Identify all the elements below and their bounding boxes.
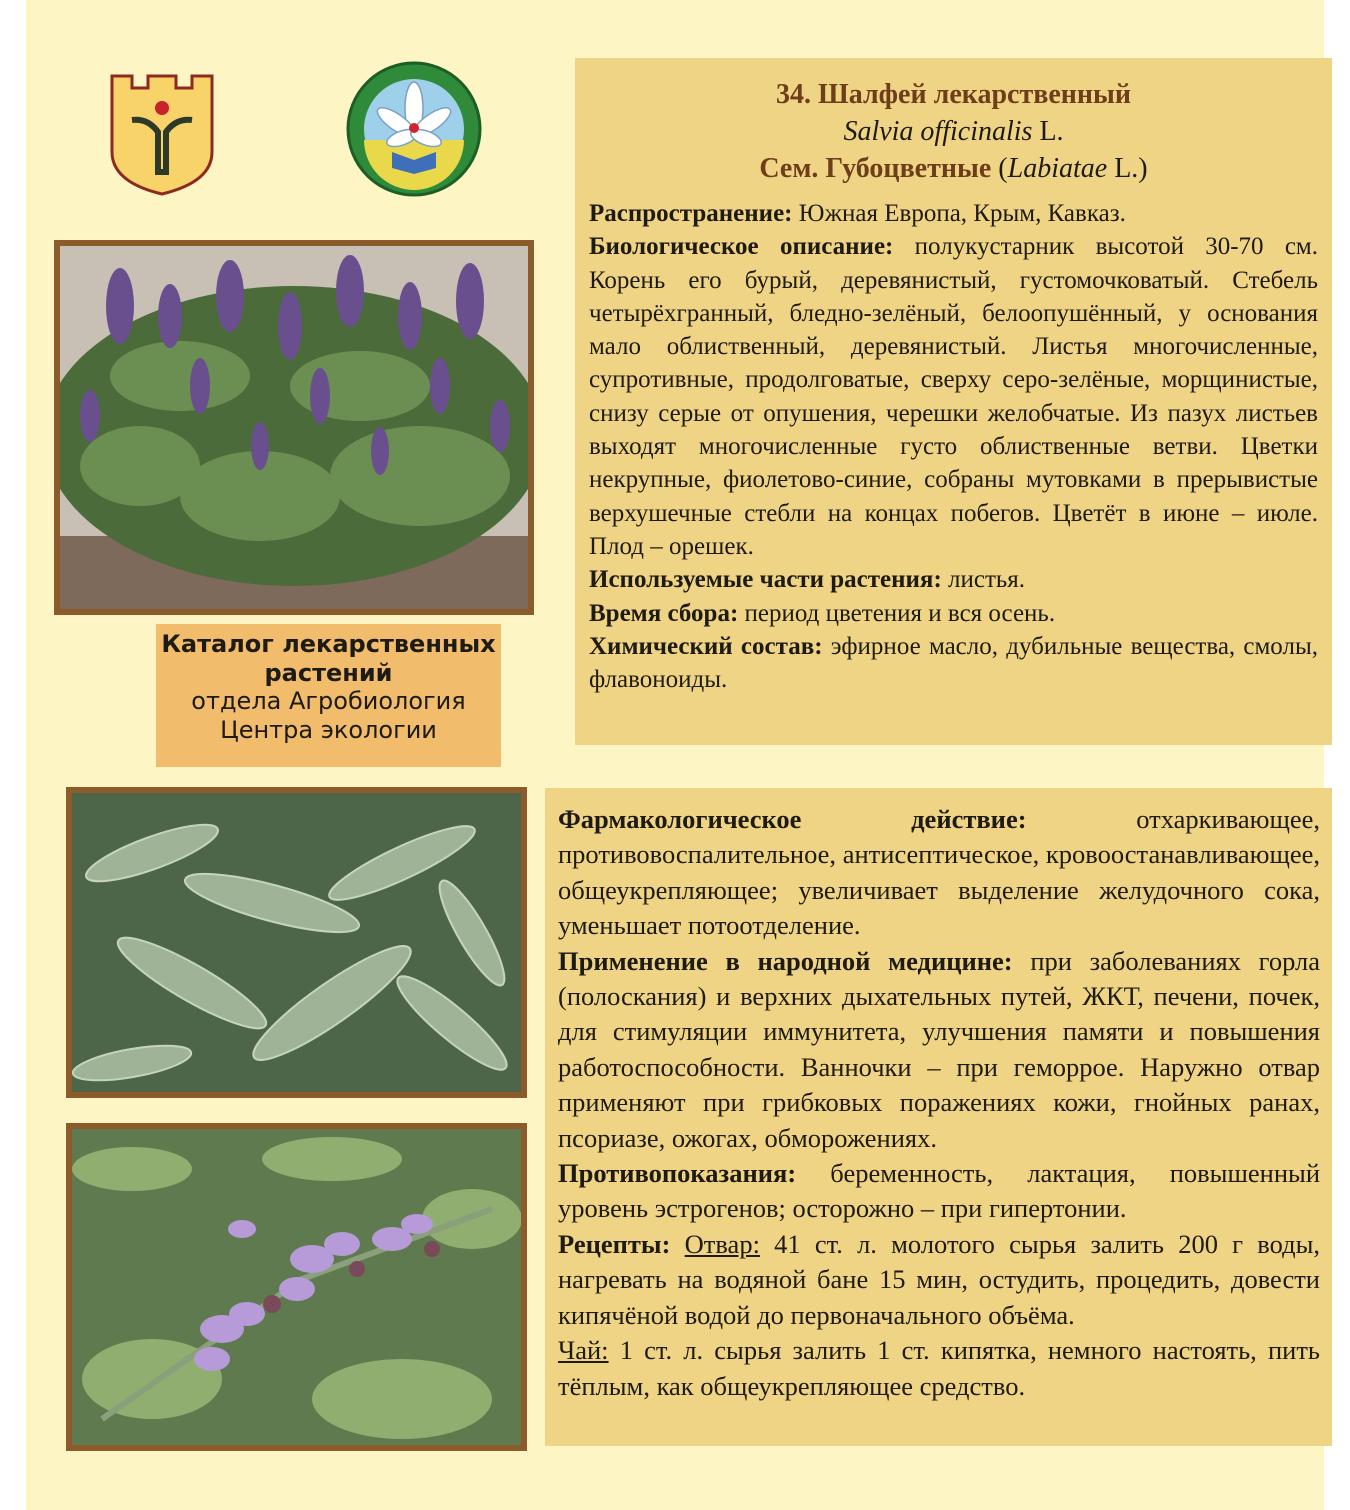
chem-section <box>589 630 1318 697</box>
parts-text: листья. <box>941 566 1026 594</box>
family-latin: Labiatae <box>1007 153 1108 184</box>
recipe2-section <box>558 1333 1320 1404</box>
contra-label: Противопоказания: <box>558 1158 797 1189</box>
recipe2-text: 1 ст. л. сырья залить 1 ст. кипятка, немного настоять, пить тёплым, как общеукрепляющее средство. <box>558 1335 1320 1401</box>
contra-section <box>558 1156 1320 1227</box>
sage-bush-photo <box>54 240 534 615</box>
family-paren-close: L.) <box>1107 153 1148 184</box>
folk-text: при заболеваниях горла (полоскания) и верхних дыхательных путей, ЖКТ, печени, почек, для стимуляции иммунитета, улучшения памяти и повышения работоспособности. Ванночки – при геморрое. Наружно отвар применяют при грибковых поражениях кожи, гнойных ранах, псориазе, ожогах, обморожениях. <box>558 945 1320 1153</box>
parts-label: Используемые части растения: <box>589 566 942 594</box>
harvest-text: период цветения и вся осень. <box>738 599 1056 627</box>
plant-title: 34. Шалфей лекарственный <box>775 79 1132 110</box>
catalog-line3: отдела Агробиология <box>191 687 466 715</box>
catalog-line4: Центра экологии <box>220 715 437 744</box>
pharm-section <box>558 802 1320 944</box>
sage-flowers-photo <box>66 1123 527 1451</box>
family-paren-open: ( <box>991 153 1008 184</box>
catalog-line1: Каталог лекарственных <box>161 630 496 658</box>
harvest-label: Время сбора: <box>589 599 739 627</box>
catalog-line2: растений <box>264 658 393 687</box>
family-label: Сем. Губоцветные <box>759 153 992 184</box>
shield-logo <box>108 72 216 196</box>
bio-label: Биологическое описание: <box>589 233 894 261</box>
recipes-label: Рецепты: <box>558 1228 671 1259</box>
pharm-text: отхаркивающее, противовоспалительное, антисептическое, кровоостанавливающее, общеукрепляющее; увеличивает выделение желудочного сока, уменьшает потоотделение. <box>558 804 1321 941</box>
bio-section <box>589 230 1318 563</box>
distribution-section <box>589 197 1318 230</box>
description-box <box>575 58 1332 745</box>
folk-label: Применение в народной медицине: <box>558 945 1013 976</box>
contra-text: беременность, лактация, повышенный уровень эстрогенов; осторожно – при гипертонии. <box>558 1158 1320 1224</box>
pharm-label: Фармакологическое действие: <box>558 804 1027 834</box>
bio-text: полукустарник высотой 30-70 см. Корень его бурый, деревянистый, густомочковатый. Стебель четырёхгранный, бледно-зелёный, белоопушённый, у основания мало облиственный, деревянистый. Листья многочисленные, супротивные, продолговатые, сверху серо-зелёные, морщинистые, снизу серые от опушения, черешки желобчатые. Из пазух листьев выходят многочисленные густо облиственные ветви. Цветки некрупные, фиолетово-синие, собраны мутовками в прерывистые верхушечные стебли на концах побегов. Цветёт в июне – июле. Плод – орешек. <box>589 233 1319 560</box>
chem-label: Химический состав: <box>589 632 823 660</box>
recipe1-text: 41 ст. л. молотого сырья залить 200 г воды, нагревать на водяной бане 15 мин, остудить, процедить, довести кипячёной водой до первоначального объёма. <box>558 1228 1320 1330</box>
plant-header <box>589 76 1318 187</box>
ecology-center-logo <box>344 60 484 198</box>
usage-box <box>545 788 1332 1446</box>
folk-section <box>558 944 1320 1156</box>
catalog-label <box>156 624 501 767</box>
chem-text: эфирное масло, дубильные вещества, смолы, флавоноиды. <box>589 632 1319 694</box>
sage-leaves-photo <box>66 787 527 1098</box>
parts-section <box>589 563 1318 596</box>
recipe1-name: Отвар: <box>684 1228 760 1259</box>
recipe1-section <box>558 1227 1320 1333</box>
latin-author: L. <box>1032 116 1064 147</box>
distribution-label: Распространение: <box>589 200 793 227</box>
latin-name: Salvia officinalis <box>843 116 1033 147</box>
distribution-text: Южная Европа, Крым, Кавказ. <box>792 200 1126 227</box>
recipe2-name: Чай: <box>558 1335 609 1366</box>
harvest-section <box>589 597 1318 630</box>
page <box>26 0 1324 1510</box>
